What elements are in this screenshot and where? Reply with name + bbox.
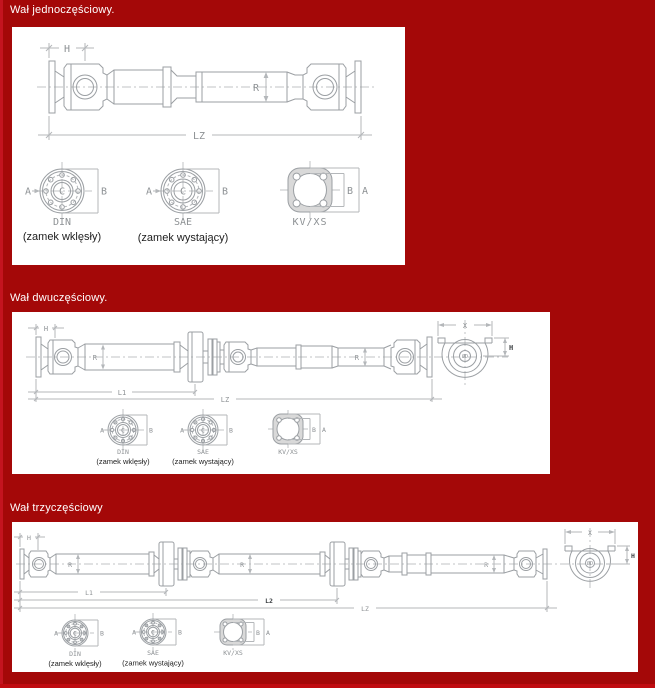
dim-label-h: H bbox=[27, 534, 31, 542]
dim-label-l1: L1 bbox=[117, 389, 127, 397]
left-edge-stripe bbox=[0, 0, 3, 688]
dim-label-b: B bbox=[178, 628, 182, 637]
shaft-side-view bbox=[14, 533, 630, 613]
dim-label-r: R bbox=[484, 561, 488, 569]
flange-label-kvxs: KV/XS bbox=[278, 448, 298, 456]
flange-view-din bbox=[96, 409, 153, 466]
flange-label-sae: SAE bbox=[173, 217, 193, 228]
single-piece-shaft-panel bbox=[12, 27, 405, 265]
flange-caption-din: (zamek wklęsły) bbox=[96, 457, 150, 466]
dim-label-a: A bbox=[100, 426, 104, 435]
flange-view-sae bbox=[172, 409, 234, 466]
flange-caption-sae: (zamek wystający) bbox=[172, 457, 234, 466]
dim-label-h: H bbox=[63, 44, 71, 55]
shaft-side-view bbox=[37, 43, 374, 142]
dim-label-a: A bbox=[132, 628, 136, 637]
dim-label-x: X bbox=[462, 322, 468, 330]
three-piece-shaft-panel bbox=[12, 522, 638, 672]
dim-label-h: H bbox=[43, 325, 49, 333]
flange-label-kvxs: KV/XS bbox=[223, 649, 243, 657]
bottom-edge-stripe bbox=[0, 684, 655, 688]
dim-label-a: A bbox=[24, 186, 31, 198]
flange-view-din bbox=[48, 614, 104, 668]
flange-label-sae: SAE bbox=[197, 448, 209, 456]
flange-label-sae: SAE bbox=[147, 649, 159, 657]
section-title-three-piece-shaft: Wał trzyczęściowy bbox=[10, 502, 103, 514]
dim-label-c: C bbox=[121, 426, 125, 435]
dim-label-c: C bbox=[73, 629, 77, 638]
flange-view-sae bbox=[138, 162, 228, 244]
dim-label-h: H bbox=[509, 344, 514, 352]
flange-label-din: DIN bbox=[117, 448, 129, 456]
dim-label-b: B bbox=[256, 629, 260, 637]
dim-label-b: B bbox=[101, 186, 108, 198]
dim-label-l2: L2 bbox=[265, 597, 273, 605]
flange-view-kvxs bbox=[268, 410, 326, 456]
dim-label-c: C bbox=[58, 186, 66, 198]
dim-label-a: A bbox=[322, 426, 326, 434]
dim-label-od: ØD bbox=[586, 561, 594, 567]
dim-label-lz: LZ bbox=[192, 131, 206, 142]
dim-label-lz: LZ bbox=[220, 396, 230, 404]
dim-label-od: ØD bbox=[461, 354, 469, 360]
flange-label-din: DIN bbox=[69, 650, 81, 658]
flange-view-kvxs bbox=[214, 614, 270, 657]
dim-label-b: B bbox=[347, 186, 354, 197]
flange-view-din bbox=[23, 162, 107, 243]
dim-label-h: H bbox=[631, 552, 635, 560]
flange-caption-sae: (zamek wystający) bbox=[137, 232, 229, 244]
dim-label-r: R bbox=[354, 354, 359, 362]
flange-caption-din: (zamek wklęsły) bbox=[22, 231, 102, 243]
center-bearing-view bbox=[438, 320, 513, 386]
dim-label-r: R bbox=[92, 354, 97, 362]
flange-label-kvxs: KV/XS bbox=[292, 217, 328, 228]
dim-label-c: C bbox=[201, 426, 205, 435]
dim-label-a: A bbox=[362, 186, 369, 197]
dim-label-a: A bbox=[180, 426, 184, 435]
dim-label-a: A bbox=[54, 629, 58, 638]
dim-label-l1: L1 bbox=[85, 589, 93, 597]
two-piece-shaft-drawing bbox=[12, 312, 550, 474]
dim-label-lz: LZ bbox=[361, 605, 369, 613]
shaft-side-view bbox=[26, 324, 508, 404]
dim-label-b: B bbox=[229, 426, 233, 435]
section-title-two-piece-shaft: Wał dwuczęściowy. bbox=[10, 292, 108, 304]
section-title-single-piece-shaft: Wał jednoczęściowy. bbox=[10, 4, 115, 16]
two-piece-shaft-panel bbox=[12, 312, 550, 474]
dim-label-b: B bbox=[222, 186, 229, 198]
dim-label-x: X bbox=[588, 529, 592, 537]
dim-label-c: C bbox=[151, 628, 155, 637]
dim-label-a: A bbox=[145, 186, 152, 198]
dim-label-r: R bbox=[252, 83, 259, 94]
dim-label-r: R bbox=[240, 561, 244, 569]
dim-label-r: R bbox=[68, 561, 72, 569]
center-bearing-view bbox=[565, 528, 635, 590]
single-piece-shaft-drawing bbox=[12, 27, 405, 265]
flange-label-din: DIN bbox=[52, 217, 72, 228]
dim-label-b: B bbox=[312, 426, 316, 434]
dim-label-c: C bbox=[179, 186, 187, 198]
flange-view-sae bbox=[122, 613, 184, 668]
dim-label-a: A bbox=[266, 629, 270, 637]
flange-caption-din: (zamek wklęsły) bbox=[48, 659, 102, 668]
dim-label-b: B bbox=[149, 426, 153, 435]
dim-label-b: B bbox=[100, 629, 104, 638]
flange-view-kvxs bbox=[280, 161, 368, 228]
flange-caption-sae: (zamek wystający) bbox=[122, 658, 184, 668]
three-piece-shaft-drawing bbox=[12, 522, 638, 672]
